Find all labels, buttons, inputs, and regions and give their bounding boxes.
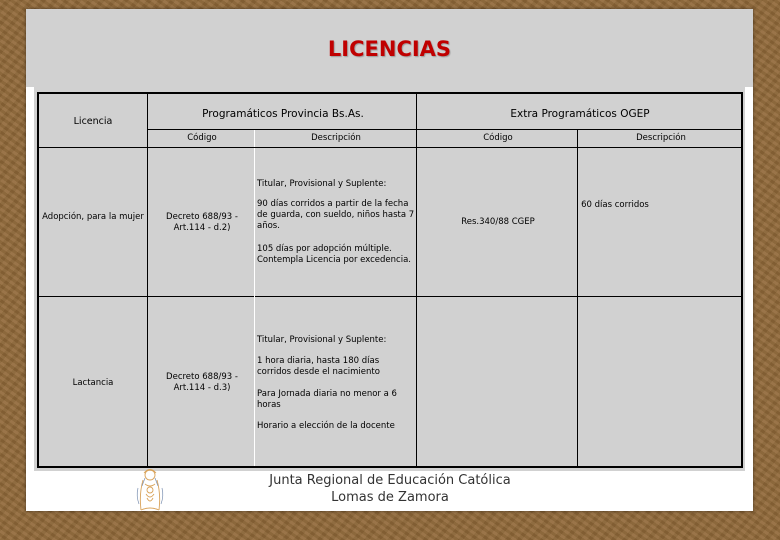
table-border-top [37, 92, 743, 94]
header-descripcion: Descripción [311, 133, 361, 143]
footer-line-2: Lomas de Zamora [331, 490, 449, 505]
row-lactancia-desc-4: Horario a elección de la docente [257, 421, 395, 431]
row-adopcion-extra-desc: 60 días corridos [581, 200, 649, 210]
col-divider-2 [254, 148, 255, 466]
table-border-right [741, 92, 743, 468]
row-lactancia-licencia: Lactancia [72, 378, 114, 388]
footer-line-1: Junta Regional de Educación Católica [269, 473, 511, 488]
row-divider [37, 296, 743, 297]
col-divider-2-header [254, 130, 255, 147]
header-descripcion-extra: Descripción [636, 133, 686, 143]
row-adopcion-desc-2: 90 días corridos a partir de la fecha de guarda, con sueldo, niños hasta 7 años. [257, 199, 415, 231]
header-licencia: Licencia [73, 116, 113, 127]
header-codigo-extra: Código [483, 133, 513, 143]
row-adopcion-codigo: Decreto 688/93 - Art.114 - d.2) [166, 212, 238, 233]
madonna-child-sketch-icon [133, 466, 167, 512]
row-lactancia-desc-3: Para Jornada diaria no menor a 6 horas [257, 389, 397, 410]
row-lactancia-desc-2: 1 hora diaria, hasta 180 días corridos desde el nacimiento [257, 356, 380, 377]
row-adopcion-licencia: Adopción, para la mujer [42, 212, 144, 222]
table-border-left [37, 92, 39, 468]
col-divider-4 [577, 129, 578, 468]
row-lactancia-desc-1: Titular, Provisional y Suplente: [257, 335, 387, 345]
row-adopcion-extra-codigo: Res.340/88 CGEP [461, 217, 535, 227]
slide-title: LICENCIAS [327, 37, 452, 61]
header-divider [37, 147, 743, 148]
header-extra-programaticos: Extra Programáticos OGEP [510, 108, 650, 120]
row-lactancia-codigo: Decreto 688/93 - Art.114 - d.3) [166, 372, 238, 393]
subheader-divider [147, 129, 741, 130]
header-codigo: Código [187, 133, 217, 143]
row-adopcion-desc-1: Titular, Provisional y Suplente: [257, 179, 387, 189]
footer [230, 472, 550, 506]
col-divider-3 [416, 92, 417, 468]
row-adopcion-desc-3: 105 días por adopción múltiple. Contempla Licencia por excedencia. [257, 244, 411, 265]
licencias-table [37, 92, 743, 468]
col-divider-1 [147, 92, 148, 468]
header-programaticos: Programáticos Provincia Bs.As. [202, 108, 364, 120]
